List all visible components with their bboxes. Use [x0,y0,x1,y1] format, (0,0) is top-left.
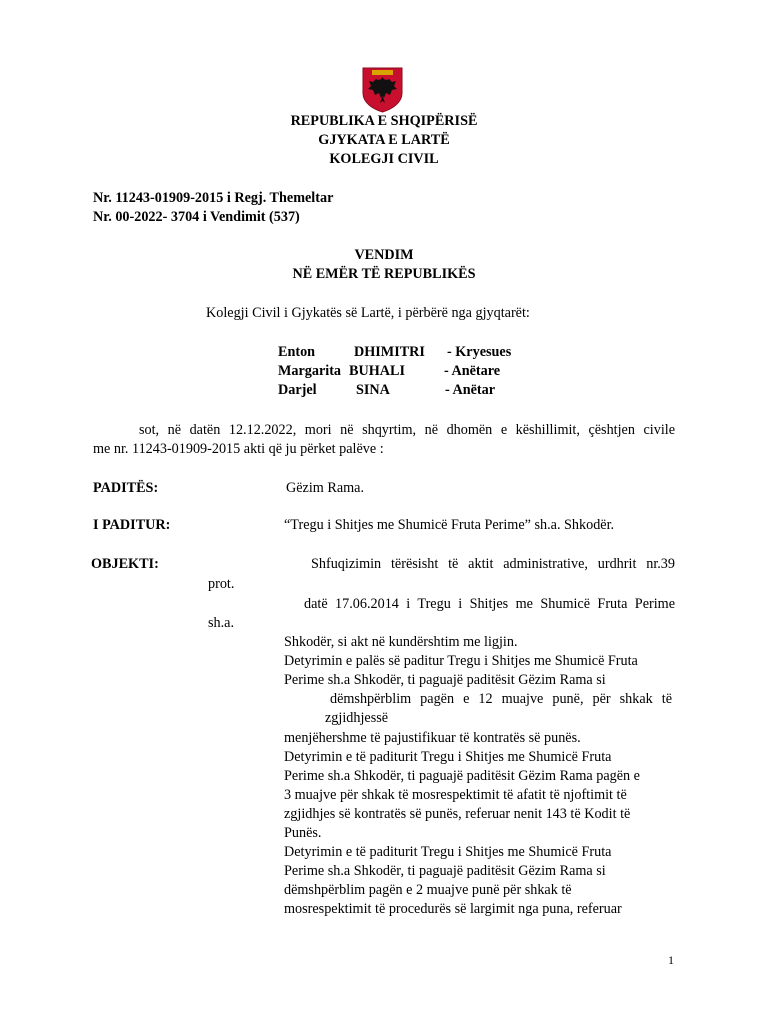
object-line: sh.a. [208,615,235,631]
header-college: KOLEGJI CIVIL [329,151,439,167]
judge-first-name: Enton [278,344,316,360]
object-line: dëmshpërblim pagën e 12 muajve punë, për shkak të [330,691,672,707]
object-line: Perime sh.a Shkodër, ti paguajë paditësit Gëzim Rama pagën e [284,768,640,784]
defendant-name: “Tregu i Shitjes me Shumicë Fruta Perime” sh.a. Shkodër. [284,517,615,533]
object-line: prot. [208,576,235,592]
page-number: 1 [668,953,674,967]
document-title: VENDIM [354,247,414,263]
reference-registry-number: Nr. 11243-01909-2015 i Regj. Themeltar [93,190,334,206]
plaintiff-name: Gëzim Rama. [286,480,365,496]
object-line: Detyrimin e të paditurit Tregu i Shitjes me Shumicë Fruta [284,749,612,765]
object-line: dëmshpërblim pagën e 2 muajve punë për shkak të [284,882,572,898]
judge-first-name: Margarita [278,363,342,379]
albanian-emblem-icon [359,65,406,113]
judge-first-name: Darjel [278,382,317,398]
object-line: Detyrimin e të paditurit Tregu i Shitjes me Shumicë Fruta [284,844,612,860]
intro-line: Kolegji Civil i Gjykatës së Lartë, i përbërë nga gjyqtarët: [206,305,530,321]
plaintiff-label: PADITËS: [93,480,159,496]
header-court: GJYKATA E LARTË [318,132,450,148]
judge-role: - Anëtare [444,363,501,379]
judge-role: - Kryesues [447,344,512,360]
object-line: Punës. [284,825,322,841]
object-label: OBJEKTI: [91,556,159,572]
object-line: menjëhershme të pajustifikuar të kontratës së punës. [284,730,581,746]
judge-last-name: SINA [356,382,390,398]
reference-decision-number: Nr. 00-2022- 3704 i Vendimit (537) [93,209,300,225]
object-line: zgjidhjessë [325,710,389,726]
judge-last-name: DHIMITRI [354,344,425,360]
object-line: Perime sh.a Shkodër, ti paguajë paditësit Gëzim Rama si [284,863,606,879]
object-line: Detyrimin e palës së paditur Tregu i Shitjes me Shumicë Fruta [284,653,638,669]
object-line: mosrespektimit të procedurës së largimit nga puna, referuar [284,901,622,917]
judge-last-name: BUHALI [349,363,405,379]
defendant-label: I PADITUR: [93,517,171,533]
header-republic: REPUBLIKA E SHQIPËRISË [290,113,478,129]
object-line: Shkodër, si akt në kundërshtim me ligjin. [284,634,518,650]
paragraph-line: sot, në datën 12.12.2022, mori në shqyrtim, në dhomën e këshillimit, çështjen civile [139,422,675,438]
judge-role: - Anëtar [445,382,496,398]
object-line: Perime sh.a Shkodër, ti paguajë paditësit Gëzim Rama si [284,672,606,688]
document-subtitle: NË EMËR TË REPUBLIKËS [292,266,476,282]
paragraph-line: me nr. 11243-01909-2015 akti që ju përket palëve : [93,441,384,457]
object-line: datë 17.06.2014 i Tregu i Shitjes me Shumicë Fruta Perime [304,596,675,612]
object-line: 3 muajve për shkak të mosrespektimit të afatit të njoftimit të [284,787,627,803]
object-line: zgjidhjes së kontratës së punës, referuar nenit 143 të Kodit të [284,806,631,822]
object-line: Shfuqizimin tërësisht të aktit administrative, urdhrit nr.39 [311,556,675,572]
